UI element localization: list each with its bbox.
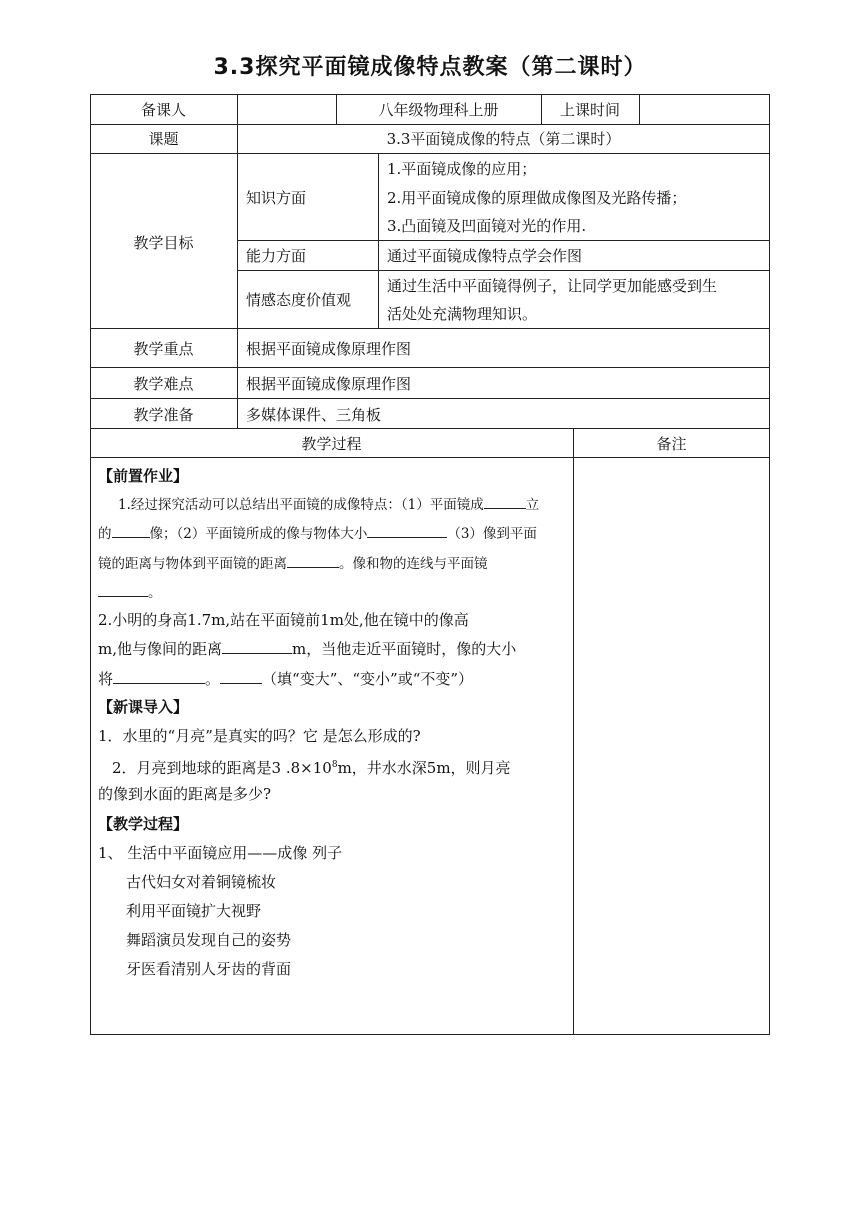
emotion-line-1: 通过生活中平面镜得例子，让同学更加能感受到生 [387,277,718,295]
process-header: 教学过程 [301,435,362,453]
ability-text: 通过平面镜成像特点学会作图 [387,247,583,265]
preparation-value: 多媒体课件、三角板 [246,406,382,424]
knowledge-item-1: 1.平面镜成像的应用； [387,160,537,178]
example-item: 古代妇女对着铜镜梳妆 [126,873,277,891]
intro-heading: 【新课导入】 [98,698,189,716]
key-point-label: 教学重点 [133,340,194,358]
process-point-1: 1、 生活中平面镜应用——成像 列子 [98,844,343,862]
emotion-line-2: 活处处充满物理知识。 [387,305,538,323]
difficulty-label: 教学难点 [133,375,194,393]
intro-question-2: 2．月亮到地球的距离是3 $.8\times 10^8m$，井水水深5m，则月亮 [112,759,511,777]
ability-label: 能力方面 [246,247,307,265]
example-item: 牙医看清别人牙齿的背面 [126,960,292,978]
example-item: 舞蹈演员发现自己的姿势 [126,931,292,949]
intro-question-2-cont: 的像到水面的距离是多少? [98,785,272,803]
notes-header: 备注 [656,435,687,453]
preparation-label: 教学准备 [133,406,194,424]
process-heading: 【教学过程】 [98,815,189,833]
preview-q2-line-1: 2.小明的身高1.7m,站在平面镜前1m处,他在镜中的像高 [98,611,469,629]
preview-q2-line-2: m,他与像间的距离 m，当他走近平面镜时，像的大小 [98,640,517,658]
key-point-value: 根据平面镜成像原理作图 [246,340,412,358]
knowledge-item-3: 3.凸面镜及凹面镜对光的作用. [387,217,587,235]
example-item: 利用平面镜扩大视野 [126,902,262,920]
preview-q2-line-3: 将 。 （填“变大”、“变小”或“不变”） [98,670,474,688]
preview-q1-line-1: 1.经过探究活动可以总结出平面镜的成像特点：（1）平面镜成 立 [118,494,539,515]
preparer-label: 备课人 [140,101,186,119]
objectives-label: 教学目标 [133,234,194,252]
preview-q1-line-2: 的 像；（2）平面镜所成的像与物体大小 （3）像到平面 [98,523,537,544]
intro-question-1: 1．水里的“月亮”是真实的吗？它 是怎么形成的? [98,727,421,745]
topic-value: 3.3平面镜成像的特点（第二课时） [386,130,621,148]
preview-q1-line-3: 镜的距离与物体到平面镜的距离 。像和物的连线与平面镜 [98,553,488,574]
topic-label: 课题 [148,130,179,148]
emotion-label: 情感态度价值观 [246,291,352,309]
knowledge-item-2: 2.用平面镜成像的原理做成像图及光路传播； [387,189,687,207]
preview-heading: 【前置作业】 [98,467,189,485]
knowledge-label: 知识方面 [246,189,307,207]
preview-q1-line-4: 。 [98,582,162,603]
difficulty-value: 根据平面镜成像原理作图 [246,375,412,393]
page-title: 3.3探究平面镜成像特点教案（第二课时） [213,55,647,80]
class-time-label: 上课时间 [559,101,620,119]
grade-book: 八年级物理科上册 [378,101,499,119]
